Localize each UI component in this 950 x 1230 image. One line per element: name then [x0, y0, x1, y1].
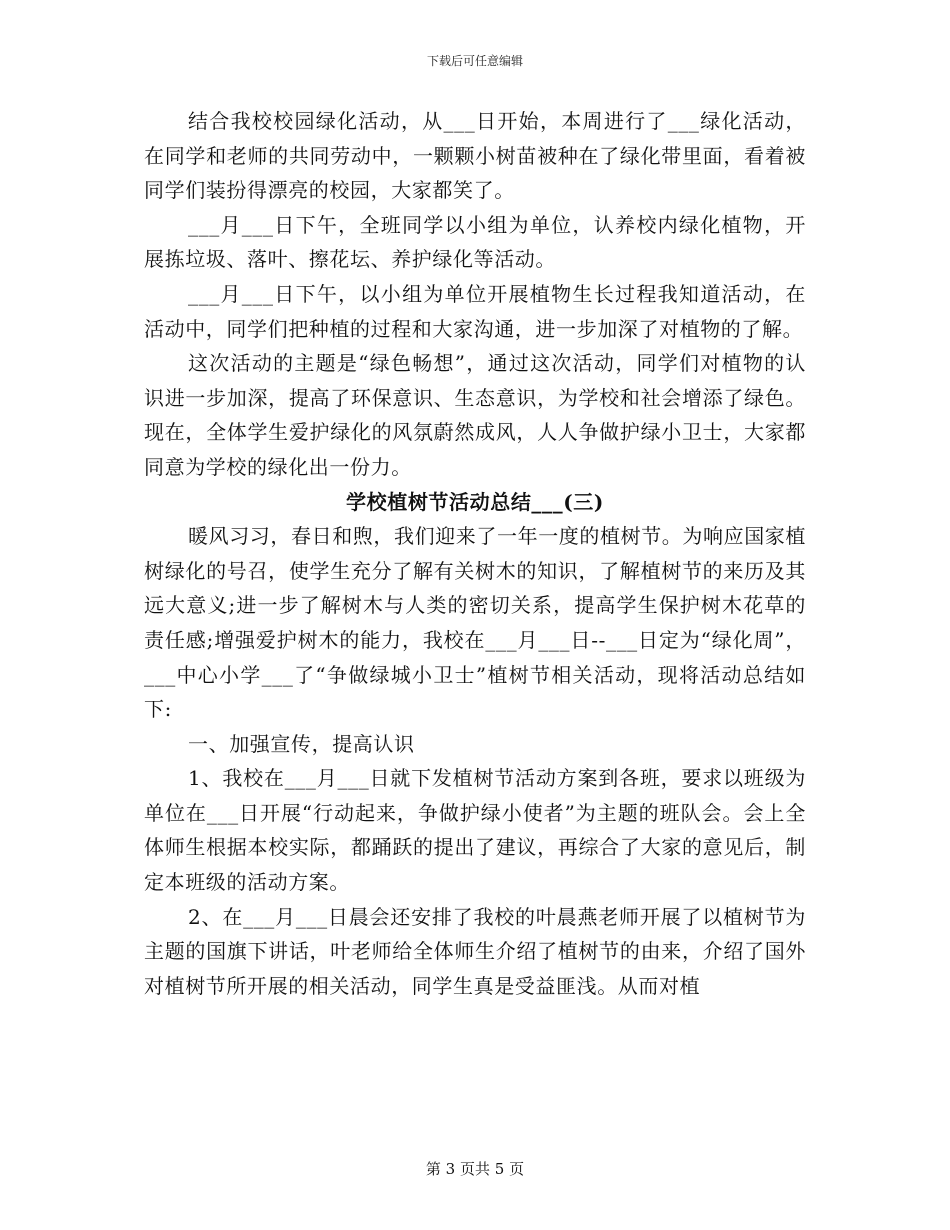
section-subheading: 一、加强宣传，提高认识: [188, 731, 415, 756]
document-body: [144, 104, 806, 1003]
paragraph-3: ___月___日下午，以小组为单位开展植物生长过程我知道活动，在活动中，同学们把种植的过程和大家沟通，进一步加深了对植物的了解。: [144, 281, 806, 341]
paragraph-4: 这次活动的主题是“绿色畅想”，通过这次活动，同学们对植物的认识进一步加深，提高了环保意识、生态意识，为学校和社会增添了绿色。现在，全体学生爱护绿化的风氛蔚然成风，人人争做护绿小卫士，大家都同意为学校的绿化出一份力。: [144, 351, 806, 479]
section-paragraph-3: 2、在___月___日晨会还安排了我校的叶晨燕老师开展了以植树节为主题的国旗下讲话，叶老师给全体师生介绍了植树节的由来，介绍了国外对植树节所开展的相关活动，同学生真是受益匪浅。从而对植: [144, 904, 806, 998]
paragraph-1: 结合我校校园绿化活动，从___日开始，本周进行了___绿化活动，在同学和老师的共同劳动中，一颗颗小树苗被种在了绿化带里面，看着被同学们装扮得漂亮的校园，大家都笑了。: [144, 109, 806, 203]
section-paragraph-2: 1、我校在___月___日就下发植树节活动方案到各班，要求以班级为单位在___日开展“行动起来，争做护绿小使者”为主题的班队会。会上全体师生根据本校实际，都踊跃的提出了建议，再综合了大家的意见后，制定本班级的活动方案。: [144, 766, 806, 895]
section-paragraph-1: 暖风习习，春日和煦，我们迎来了一年一度的植树节。为响应国家植树绿化的号召，使学生充分了解有关树木的知识，了解植树节的来历及其远大意义;进一步了解树木与人类的密切关系，提高学生保护树木花草的责任感;增强爱护树木的能力，我校在___月___日--___日定为“绿化周”，___中心小学___了“争做绿城小卫士”植树节相关活动，现将活动总结如下:: [144, 524, 806, 722]
page-footer: 第 3 页共 5 页: [425, 1160, 525, 1178]
page-header: 下载后可任意编辑: [426, 54, 523, 68]
section-title: 学校植树节活动总结___(三): [346, 489, 604, 514]
paragraph-2: ___月___日下午，全班同学以小组为单位，认养校内绿化植物，开展拣垃圾、落叶、擦花坛、养护绿化等活动。: [144, 212, 806, 272]
